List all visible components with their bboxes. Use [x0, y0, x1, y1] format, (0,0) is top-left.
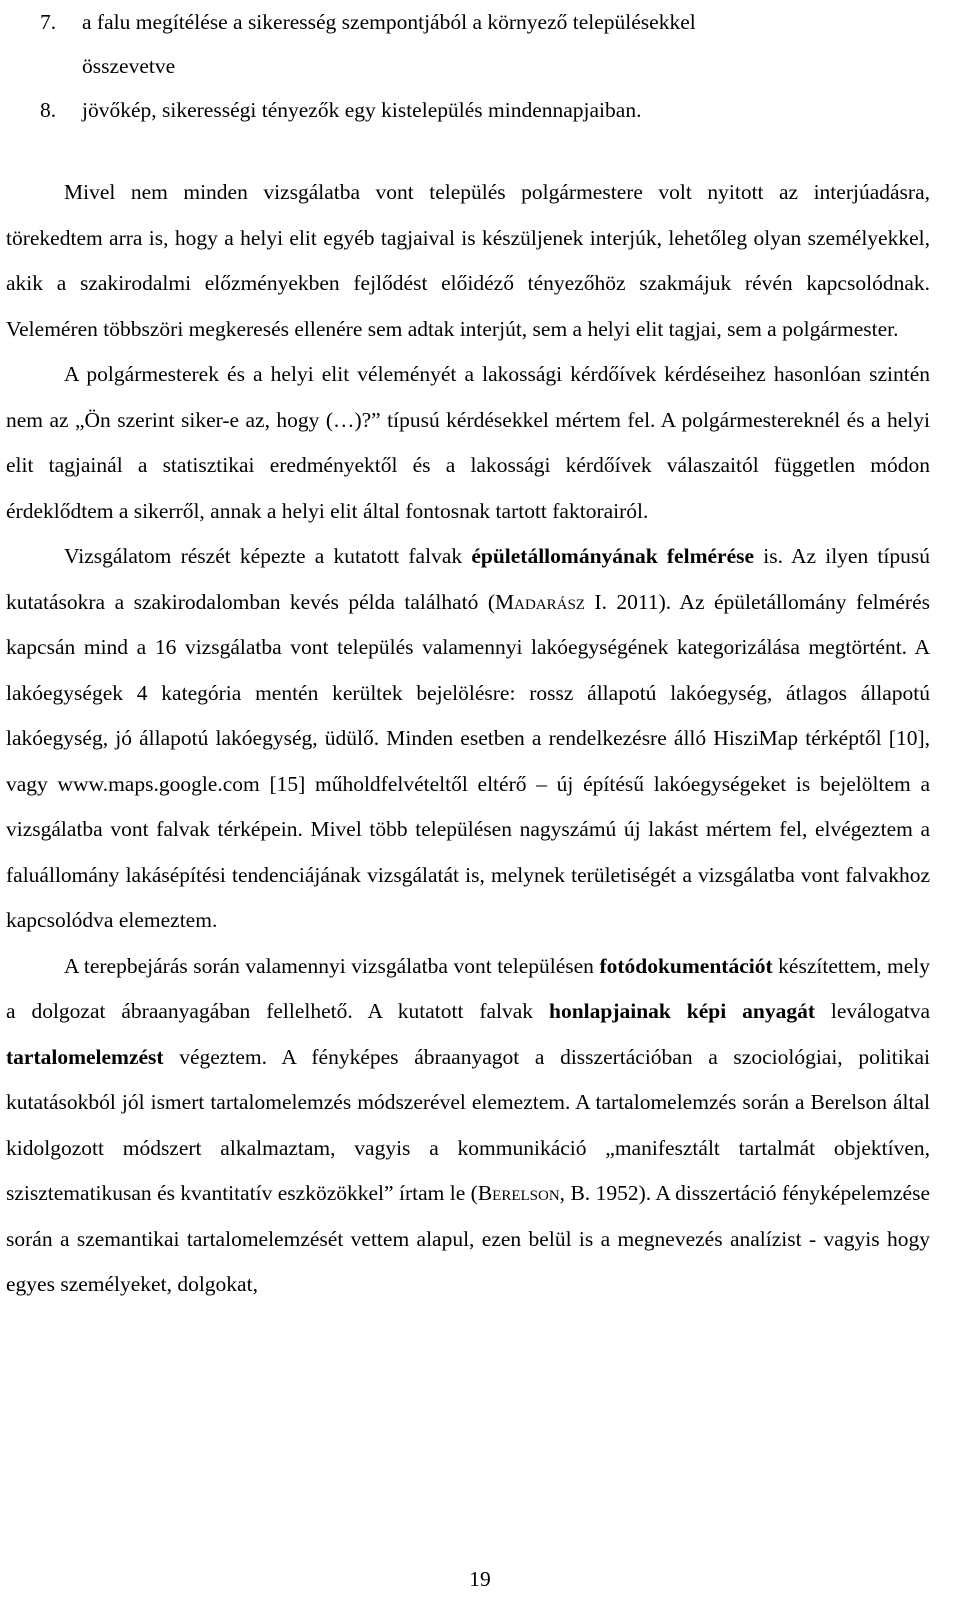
bold-term: épületállományának felmérése: [471, 544, 755, 568]
paragraph-building-survey: Vizsgálatom részét képezte a kutatott falvak épületállományának felmérése is. Az ilyen típusú kutatásokra a szakirodalomban kevés példa található (Madarász I. 2011). Az épületállomány felmérés kapcsán mind a 16 vizsgálatba vont település valamennyi lakóegységének kategorizálása megtörtént. A lakóegységek 4 kategória mentén kerültek bejelölésre: rossz állapotú lakóegység, átlagos állapotú lakóegység, jó állapotú lakóegység, üdülő. Minden esetben a rendelkezésre álló HisziMap térképtől [10], vagy www.maps.google.com [15] műholdfelvételtől eltérő – új építésű lakóegységeket is bejelöltem a vizsgálatba vont falvak térképein. Mivel több településen nagyszámú új lakást mértem fel, elvégeztem a faluállomány lakásépítési tendenciájának vizsgálatát is, melynek területiségét a vizsgálatba vont falvakhoz kapcsolódva elemeztem.: [6, 544, 930, 932]
bold-term: honlapjainak képi anyagát: [548, 999, 815, 1023]
list-item-number: 8.: [40, 98, 57, 122]
list-item: [0, 0, 960, 88]
body-text: [6, 170, 930, 1308]
list-item-number: 7.: [40, 10, 57, 34]
bold-term: tartalomelemzést: [6, 1044, 164, 1069]
paragraph-mayor-opinions: A polgármesterek és a helyi elit véleményét a lakossági kérdőívek kérdéseihez hasonlóan szintén nem az „Ön szerint siker-e az, hogy (…)?” típusú kérdésekkel mértem fel. A polgármestereknél és a helyi elit tagjainál a statisztikai eredményektől és a lakossági kérdőívek válaszaitól független módon érdeklődtem a sikerről, annak a helyi elit által fontosnak tartott faktorairól.: [6, 362, 930, 523]
list-item-text: jövőkép, sikerességi tényezők egy kistelepülés mindennapjaiban.: [82, 98, 642, 122]
paragraph-photo-documentation: A terepbejárás során valamennyi vizsgálatba vont településen fotódokumentációt készítettem, mely a dolgozat ábraanyagában fellelhető. A kutatott falvak honlapjainak képi anyagát leválogatva tartalomelemzést végeztem. A fényképes ábraanyagot a disszertációban a szociológiai, politikai kutatásokból jól ismert tartalomelemzés módszerével elemeztem. A tartalomelemzés során a Berelson által kidolgozott módszert alkalmaztam, vagyis a kommunikáció „manifesztált tartalmát objektíven, szisztematikusan és kvantitatív eszközökkel” írtam le (Berelson, B. 1952). A disszertáció fényképelemzése során a szemantikai tartalomelemzését vettem alapul, ezen belül is a megnevezés analízist - vagyis hogy egyes személyeket, dolgokat,: [6, 953, 931, 1296]
small-caps-author: erelson: [492, 1181, 560, 1205]
page-number: 19: [469, 1567, 491, 1591]
list-item: [0, 88, 960, 132]
numbered-list: [0, 0, 960, 132]
bold-term: fotódokumentációt: [599, 953, 773, 978]
list-item-text: a falu megítélése a sikeresség szempontjából a környező településekkel: [82, 10, 696, 34]
paragraph-interviews: Mivel nem minden vizsgálatba vont település polgármestere volt nyitott az interjúadásra, törekedtem arra is, hogy a helyi elit egyéb tagjaival is készüljenek interjúk, lehetőleg olyan személyekkel, akik a szakirodalmi előzményekben fejlődést előidéző tényezőhöz szakmájuk révén kapcsolódnak. Veleméren többszöri megkeresés ellenére sem adtak interjút, sem a helyi elit tagjai, sem a polgármester.: [6, 180, 930, 341]
list-item-continuation: összevetve: [82, 54, 176, 78]
small-caps-author: adarász: [514, 589, 585, 614]
